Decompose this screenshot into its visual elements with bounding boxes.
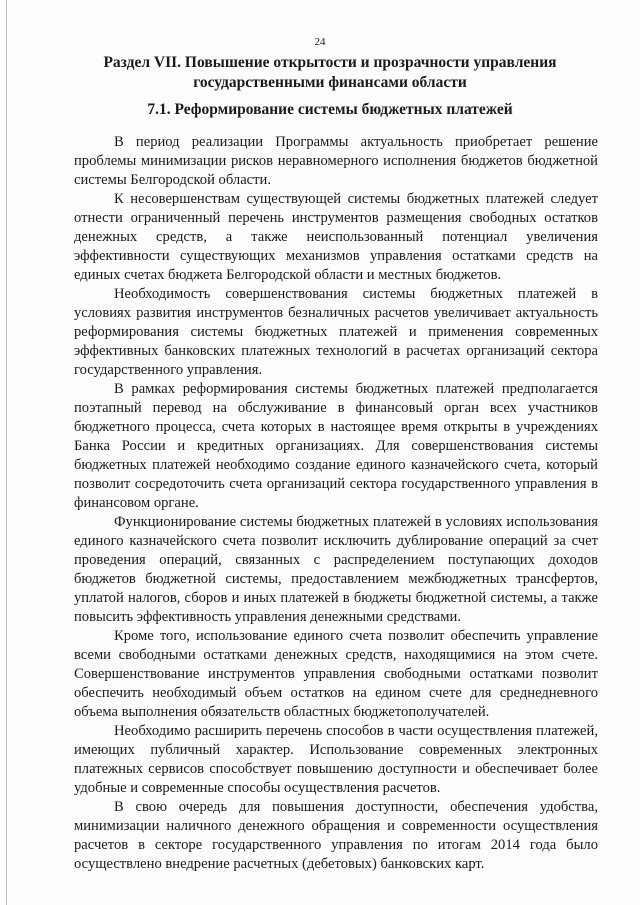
- paragraph: Необходимо расширить перечень способов в части осуществления платежей, имеющих публичный характер. Использование современных электронных платежных сервисов способствует повышению доступности и обеспечивает более удобные и современные способы осуществления расчетов.: [74, 723, 598, 796]
- paragraph: К несовершенствам существующей системы бюджетных платежей следует отнести ограниченный перечень инструментов размещения свободных остатков денежных средств, а также неиспользованный потенциал увеличения эффективности существующих механизмов управления остатками средств на единых счетах бюджета Белгородской области и местных бюджетов.: [74, 191, 598, 283]
- paragraph: Необходимость совершенствования системы бюджетных платежей в условиях развития инструментов безналичных расчетов увеличивает актуальность реформирования системы бюджетных платежей и применения современных эффективных банковских платежных технологий в расчетах организаций сектора государственного управления.: [74, 286, 598, 378]
- subsection-title: 7.1. Реформирование системы бюджетных платежей: [147, 101, 513, 118]
- page-number: 24: [314, 36, 326, 48]
- body-text: [74, 133, 598, 874]
- paragraph: В период реализации Программы актуальность приобретает решение проблемы минимизации рисков неравномерного исполнения бюджетов бюджетной системы Белгородской области.: [74, 134, 598, 188]
- page-edge-line: [6, 0, 7, 905]
- section-title: Раздел VII. Повышение открытости и прозрачности управления государственными финансами области: [103, 54, 557, 91]
- paragraph: В свою очередь для повышения доступности, обеспечения удобства, минимизации наличного денежного обращения и современности осуществления расчетов в секторе государственного управления по итогам 2014 года было осуществлено внедрение расчетных (дебетовых) банковских карт.: [74, 799, 598, 872]
- paragraph: Функционирование системы бюджетных платежей в условиях использования единого казначейского счета позволит исключить дублирование операций за счет проведения операций, связанных с распределением поступающих доходов бюджетов бюджетной системы, предоставлением межбюджетных трансфертов, уплатой налогов, сборов и иных платежей в бюджеты бюджетной системы, а также повысить эффективность управления денежными средствами.: [74, 514, 598, 625]
- paragraph: Кроме того, использование единого счета позволит обеспечить управление всеми свободными остатками денежных средств, находящимися на этом счете. Совершенствование инструментов управления свободными остатками позволит обеспечить необходимый объем остатков на едином счете для среднедневного объема выполнения обязательств областных бюджетополучателей.: [74, 628, 598, 720]
- paragraph: В рамках реформирования системы бюджетных платежей предполагается поэтапный перевод на обслуживание в финансовый орган всех участников бюджетного процесса, счета которых в настоящее время открыты в учреждениях Банка России и кредитных организациях. Для совершенствования системы бюджетных платежей необходимо создание единого казначейского счета, который позволит сосредоточить счета организаций сектора государственного управления в финансовом органе.: [74, 381, 598, 511]
